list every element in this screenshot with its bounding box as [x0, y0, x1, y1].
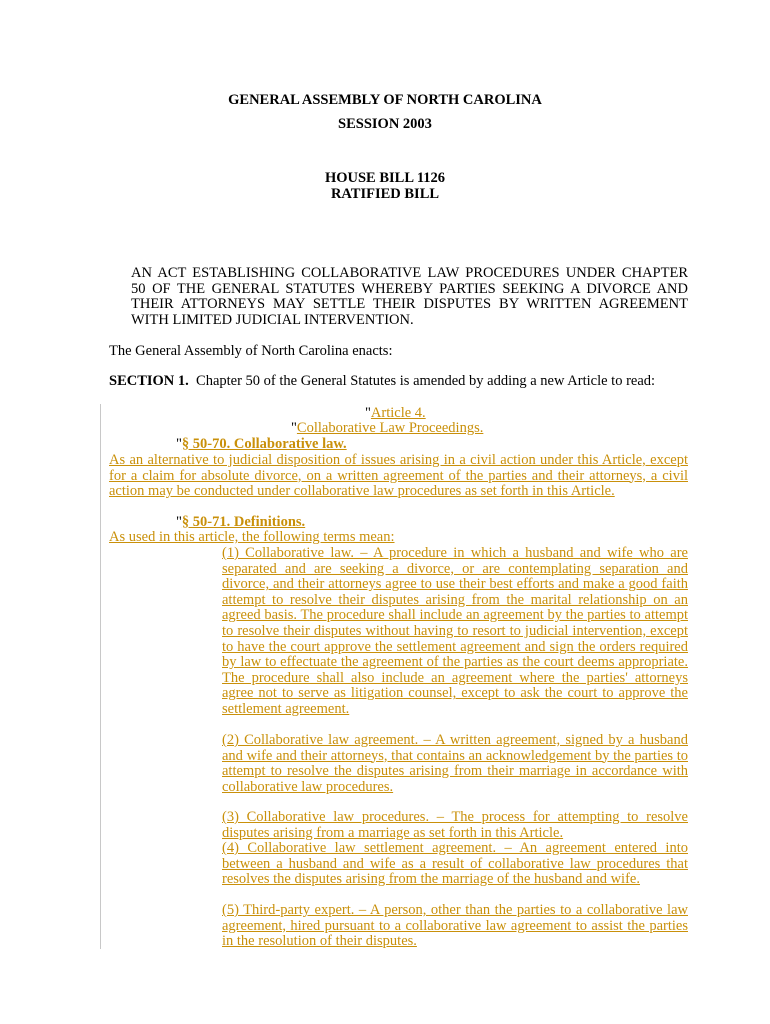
article-number: "Article 4. — [365, 405, 426, 421]
bill-number: HOUSE BILL 1126 — [324, 170, 446, 186]
section-50-70-heading: "§ 50-70. Collaborative law. — [176, 436, 347, 452]
definition-settlement-agreement: (4) Collaborative law settlement agreement. – An agreement entered into between a husband and wife as a result of collaborative law procedures that resolves the disputes arising from the marriage of the husband and wife. — [222, 840, 688, 888]
article-name: "Collaborative Law Proceedings. — [291, 420, 484, 436]
enacting-clause: The General Assembly of North Carolina enacts: — [109, 343, 393, 359]
section-50-71-heading: "§ 50-71. Definitions. — [176, 514, 306, 530]
definition-collaborative-law: (1) Collaborative law. – A procedure in which a husband and wife who are separated and are seeking a divorce, or are contemplating separation and divorce, and their attorneys agree to use their best efforts and make a good faith attempt to resolve their disputes arising from the marital relationship on an agreed basis. The procedure shall include an agreement by the parties to attempt to resolve their disputes without having to resort to judicial intervention, except to have the court approve the settlement agreement and sign the orders required by law to effectuate the agreement of the parties as the court deems appropriate. The procedure shall also include an agreement where the parties' attorneys agree not to serve as litigation counsel, except to ask the court to approve the settlement agreement. — [222, 545, 688, 717]
assembly-heading: GENERAL ASSEMBLY OF NORTH CAROLINA — [228, 92, 542, 108]
section-1-intro — [109, 374, 688, 390]
change-bar — [100, 404, 101, 949]
definition-collaborative-law-agreement: (2) Collaborative law agreement. – A written agreement, signed by a husband and wife and their attorneys, that contains an acknowledgement by the parties to attempt to resolve the disputes arising from their marriage in accordance with collaborative law procedures. — [222, 732, 688, 795]
bill-status: RATIFIED BILL — [330, 186, 440, 202]
section-50-70-text: As an alternative to judicial disposition of issues arising in a civil action under this Article, except for a claim for absolute divorce, on a written agreement of the parties and their attorneys, a civil action may be conducted under collaborative law procedures as set forth in this Article. — [109, 452, 688, 500]
section-1-label: SECTION 1. — [109, 373, 189, 389]
definition-collaborative-law-procedures: (3) Collaborative law procedures. – The process for attempting to resolve disputes arising from a marriage as set forth in this Article. — [222, 809, 688, 841]
section-50-71-intro: As used in this article, the following terms mean: — [109, 529, 395, 545]
act-title: AN ACT ESTABLISHING COLLABORATIVE LAW PROCEDURES UNDER CHAPTER 50 OF THE GENERAL STATUTES WHEREBY PARTIES SEEKING A DIVORCE AND THEIR ATTORNEYS MAY SETTLE THEIR DISPUTES BY WRITTEN AGREEMENT WITH LIMITED JUDICIAL INTERVENTION. — [131, 265, 688, 328]
session-heading: SESSION 2003 — [338, 116, 432, 132]
definition-third-party-expert: (5) Third-party expert. – A person, other than the parties to a collaborative law agreement, hired pursuant to a collaborative law agreement to assist the parties in the resolution of their disputes. — [222, 902, 688, 950]
section-1-text: Chapter 50 of the General Statutes is amended by adding a new Article to read: — [196, 373, 656, 389]
